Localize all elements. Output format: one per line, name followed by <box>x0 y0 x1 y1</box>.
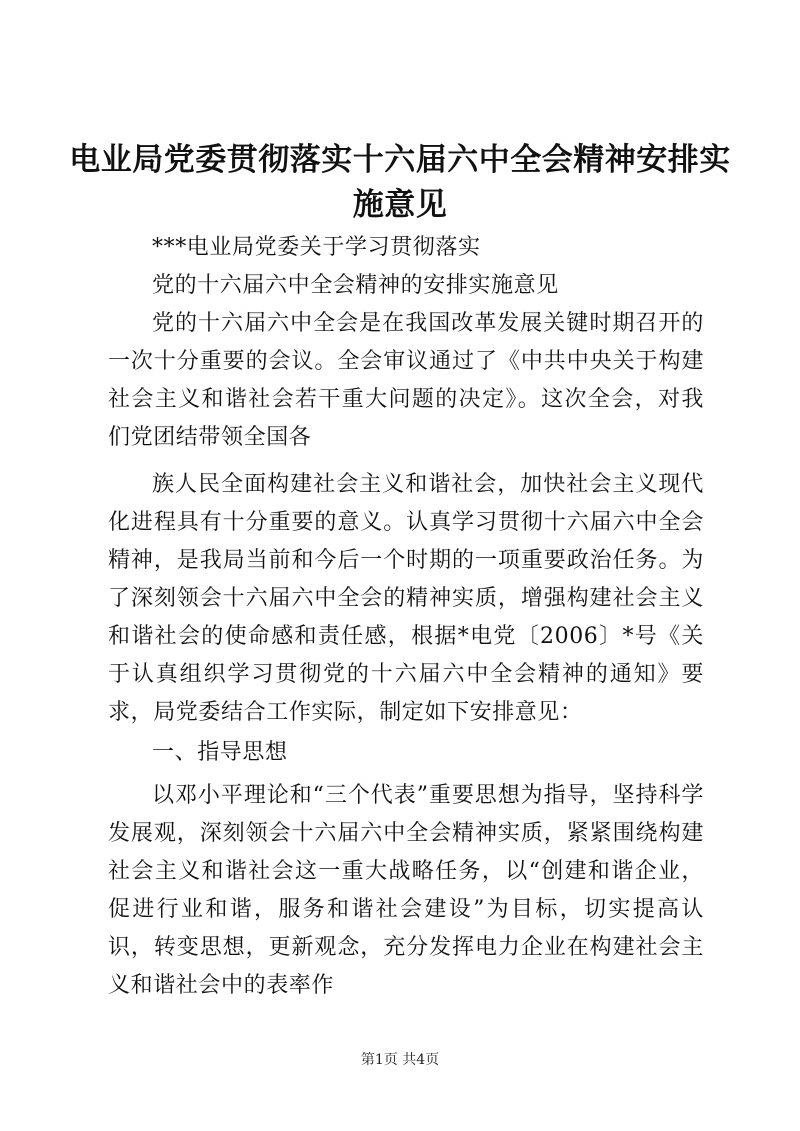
paragraph-guiding-ideology: 以邓小平理论和“三个代表”重要思想为指导，坚持科学发展观，深刻领会十六届六中全会精神实质，紧紧围绕构建社会主义和谐社会这一重大战略任务，以“创建和谐企业，促进行业和谐，服务和谐社会建设”为目标，切实提高认识，转变思想，更新观念，充分发挥电力企业在构建社会主义和谐社会中的表率作 <box>108 783 704 998</box>
paragraph-heading-line-2: 党的十六届六中全会精神的安排实施意见 <box>152 273 559 298</box>
document-title: 电业局党委贯彻落实十六届六中全会精神安排实施意见 <box>69 142 731 223</box>
paragraph-significance: 族人民全面构建社会主义和谐社会，加快社会主义现代化进程具有十分重要的意义。认真学习贯彻十六届六中全会精神，是我局当前和今后一个时期的一项重要政治任务。为了深刻领会十六届六中全会的精神实质，增强构建社会主义和谐社会的使命感和责任感，根据*电党〔2006〕*号《关于认真组织学习贯彻党的十六届六中全会精神的通知》要求，局党委结合工作实际，制定如下安排意见： <box>108 472 704 725</box>
paragraph-intro: 党的十六届六中全会是在我国改革发展关键时期召开的一次十分重要的会议。全会审议通过了《中共中央关于构建社会主义和谐社会若干重大问题的决定》。这次全会，对我们党团结带领全国各 <box>108 311 704 450</box>
paragraph-heading-line-1: ***电业局党委关于学习贯彻落实 <box>152 235 481 260</box>
page-footer: 第1页 共4页 <box>360 1052 440 1068</box>
section-heading-guiding-ideology: 一、指导思想 <box>152 740 288 765</box>
